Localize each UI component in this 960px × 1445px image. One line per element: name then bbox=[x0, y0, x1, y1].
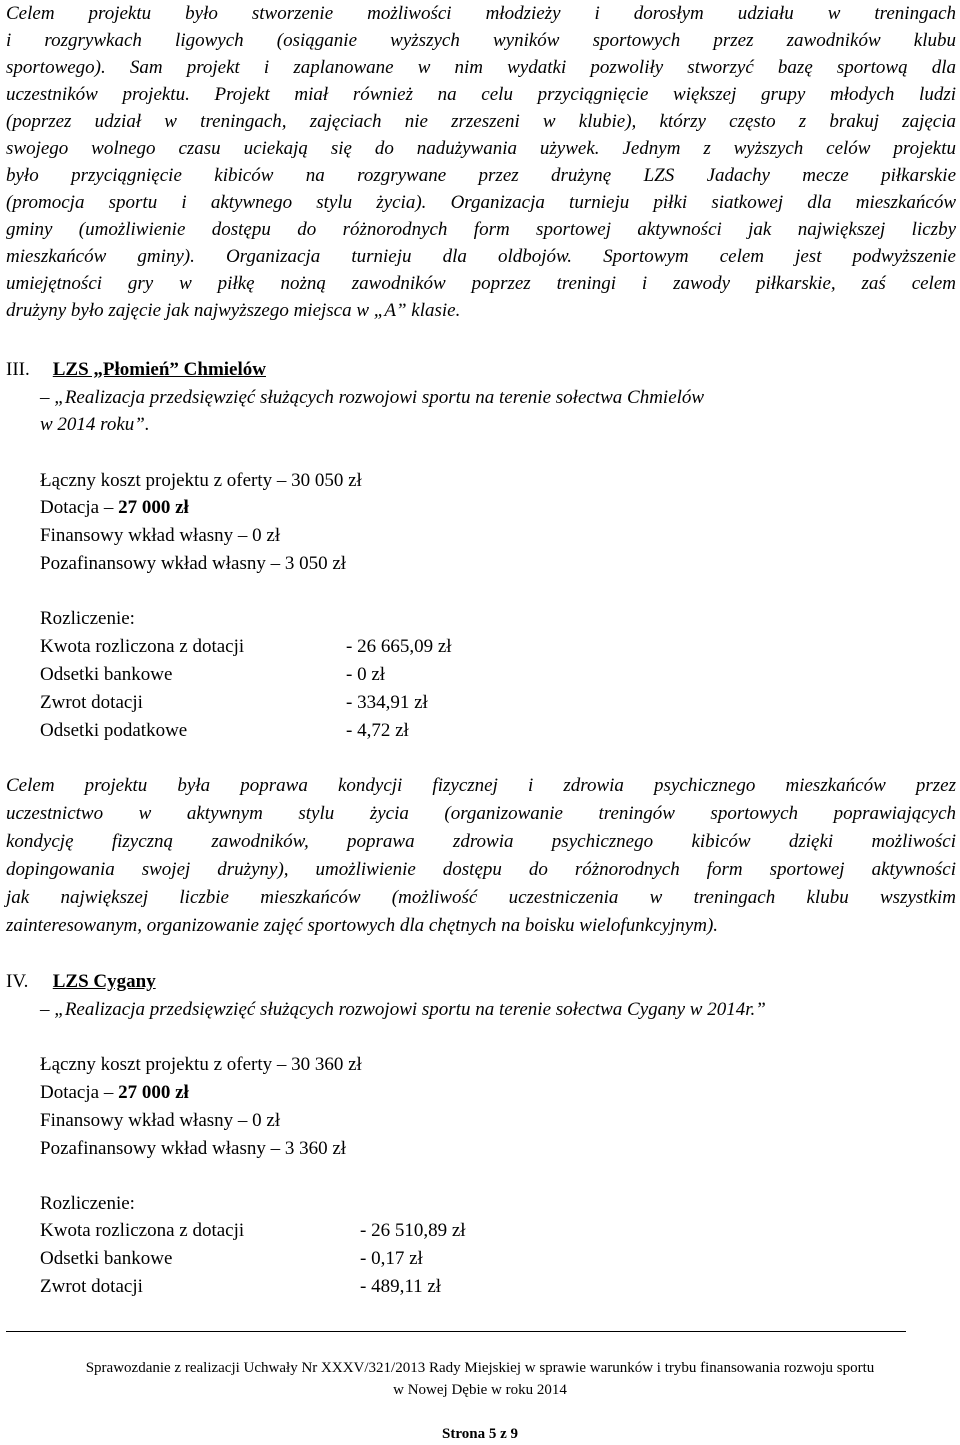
settlement-value: - 26 665,09 zł bbox=[346, 636, 452, 657]
section-numeral: III. bbox=[6, 359, 30, 380]
section-title-line: w 2014 roku”. bbox=[40, 414, 150, 435]
section-heading bbox=[6, 356, 956, 383]
intro-line: drużyny było zajęcie jak najwyższego miejsca w „A” klasie. bbox=[6, 300, 461, 321]
intro-line: było przyciągnięcie kibiców na rozgrywane przez drużynę LZS Jadachy mecze piłkarskie bbox=[6, 165, 956, 186]
total-cost: Łączny koszt projektu z oferty – 30 050 zł bbox=[40, 470, 362, 491]
intro-line: (promocja sportu i aktywnego stylu życia). Organizacja turnieju piłki siatkowej dla mieszkańców bbox=[6, 192, 956, 213]
settlement-value: - 0 zł bbox=[346, 664, 386, 685]
grant bbox=[40, 1079, 189, 1106]
goal-line: uczestnictwo w aktywnym stylu życia (organizowanie treningów sportowych poprawiających bbox=[6, 803, 956, 824]
settlement-label: Zwrot dotacji bbox=[40, 692, 143, 713]
own-nonfinancial-contribution: Pozafinansowy wkład własny – 3 050 zł bbox=[40, 553, 347, 574]
section-numeral: IV. bbox=[6, 971, 29, 992]
own-nonfinancial-contribution: Pozafinansowy wkład własny – 3 360 zł bbox=[40, 1138, 347, 1159]
section-club-name: LZS Cygany bbox=[52, 971, 156, 992]
grant-value: 27 000 zł bbox=[118, 497, 189, 518]
settlement-title: Rozliczenie: bbox=[40, 1193, 135, 1214]
intro-line: i rozgrywkach ligowych (osiąganie wyższych wyników sportowych przez zawodników klubu bbox=[6, 30, 956, 51]
intro-line: umiejętności gry w piłkę nożną zawodników poprzez treningi i zawody piłkarskie, zaś celem bbox=[6, 273, 956, 294]
intro-line: uczestników projektu. Projekt miał również na celu przyciągnięcie większej grupy młodych ludzi bbox=[6, 84, 956, 105]
total-cost: Łączny koszt projektu z oferty – 30 360 zł bbox=[40, 1054, 362, 1075]
settlement-value: - 26 510,89 zł bbox=[360, 1220, 466, 1241]
intro-line: mieszkańców gminy). Organizacja turnieju dla oldbojów. Sportowym celem jest podwyższenie bbox=[6, 246, 956, 267]
intro-line: (poprzez udział w treningach, zajęciach nie zrzeszeni w klubie), którzy często z brakuj zajęcia bbox=[6, 111, 956, 132]
settlement-label: Odsetki bankowe bbox=[40, 1248, 173, 1269]
grant-label: Dotacja – bbox=[40, 497, 119, 518]
settlement-label: Odsetki podatkowe bbox=[40, 720, 188, 741]
goal-line: Celem projektu była poprawa kondycji fizycznej i zdrowia psychicznego mieszkańców przez bbox=[6, 775, 956, 796]
goal-line: kondycję fizyczną zawodników, poprawa zdrowia psychicznego kibiców dzięki możliwości bbox=[6, 831, 956, 852]
footer-line: w Nowej Dębie w roku 2014 bbox=[393, 1382, 567, 1398]
settlement-value: - 4,72 zł bbox=[346, 720, 409, 741]
goal-line: jak największej liczbie mieszkańców (możliwość uczestniczenia w treningach klubu wszystkim bbox=[6, 887, 956, 908]
section-club-name: LZS „Płomień” Chmielów bbox=[52, 359, 266, 380]
intro-line: sportowego). Sam projekt i zaplanowane w nim wydatki pozwoliły stworzyć bazę sportową dla bbox=[6, 57, 956, 78]
footer-line: Sprawozdanie z realizacji Uchwały Nr XXXV/321/2013 Rady Miejskiej w sprawie warunków i trybu finansowania rozwoju sportu bbox=[85, 1360, 875, 1376]
settlement-value: - 334,91 zł bbox=[346, 692, 428, 713]
settlement-label: Zwrot dotacji bbox=[40, 1276, 143, 1297]
settlement-value: - 489,11 zł bbox=[360, 1276, 442, 1297]
goal-line: dopingowania swojej drużyny), umożliwienie dostępu do różnorodnych form sportowej aktywności bbox=[6, 859, 956, 880]
section-heading bbox=[6, 968, 956, 995]
grant-label: Dotacja – bbox=[40, 1082, 119, 1103]
section-title-line: – „Realizacja przedsięwzięć służących rozwojowi sportu na terenie sołectwa Cygany w 2014r.” bbox=[40, 999, 766, 1020]
intro-line: swojego wolnego czasu uciekają się do nadużywania używek. Jednym z wyższych celów projektu bbox=[6, 138, 956, 159]
settlement-label: Kwota rozliczona z dotacji bbox=[40, 636, 245, 657]
settlement-label: Odsetki bankowe bbox=[40, 664, 173, 685]
page-number: Strona 5 z 9 bbox=[442, 1426, 518, 1442]
intro-line: Celem projektu było stworzenie możliwości młodzieży i dorosłym udziału w treningach bbox=[6, 3, 956, 24]
footer-rule bbox=[6, 1331, 906, 1332]
section-title-line: – „Realizacja przedsięwzięć służących rozwojowi sportu na terenie sołectwa Chmielów bbox=[40, 387, 705, 408]
goal-line: zainteresowanym, organizowanie zajęć sportowych dla chętnych na boisku wielofunkcyjnym). bbox=[6, 915, 719, 936]
own-financial-contribution: Finansowy wkład własny – 0 zł bbox=[40, 525, 281, 546]
settlement-value: - 0,17 zł bbox=[360, 1248, 423, 1269]
settlement-title: Rozliczenie: bbox=[40, 608, 135, 629]
intro-line: gminy (umożliwienie dostępu do różnorodnych form sportowej aktywności jak największej liczby bbox=[6, 219, 956, 240]
own-financial-contribution: Finansowy wkład własny – 0 zł bbox=[40, 1110, 281, 1131]
grant bbox=[40, 494, 189, 521]
settlement-label: Kwota rozliczona z dotacji bbox=[40, 1220, 245, 1241]
grant-value: 27 000 zł bbox=[118, 1082, 189, 1103]
